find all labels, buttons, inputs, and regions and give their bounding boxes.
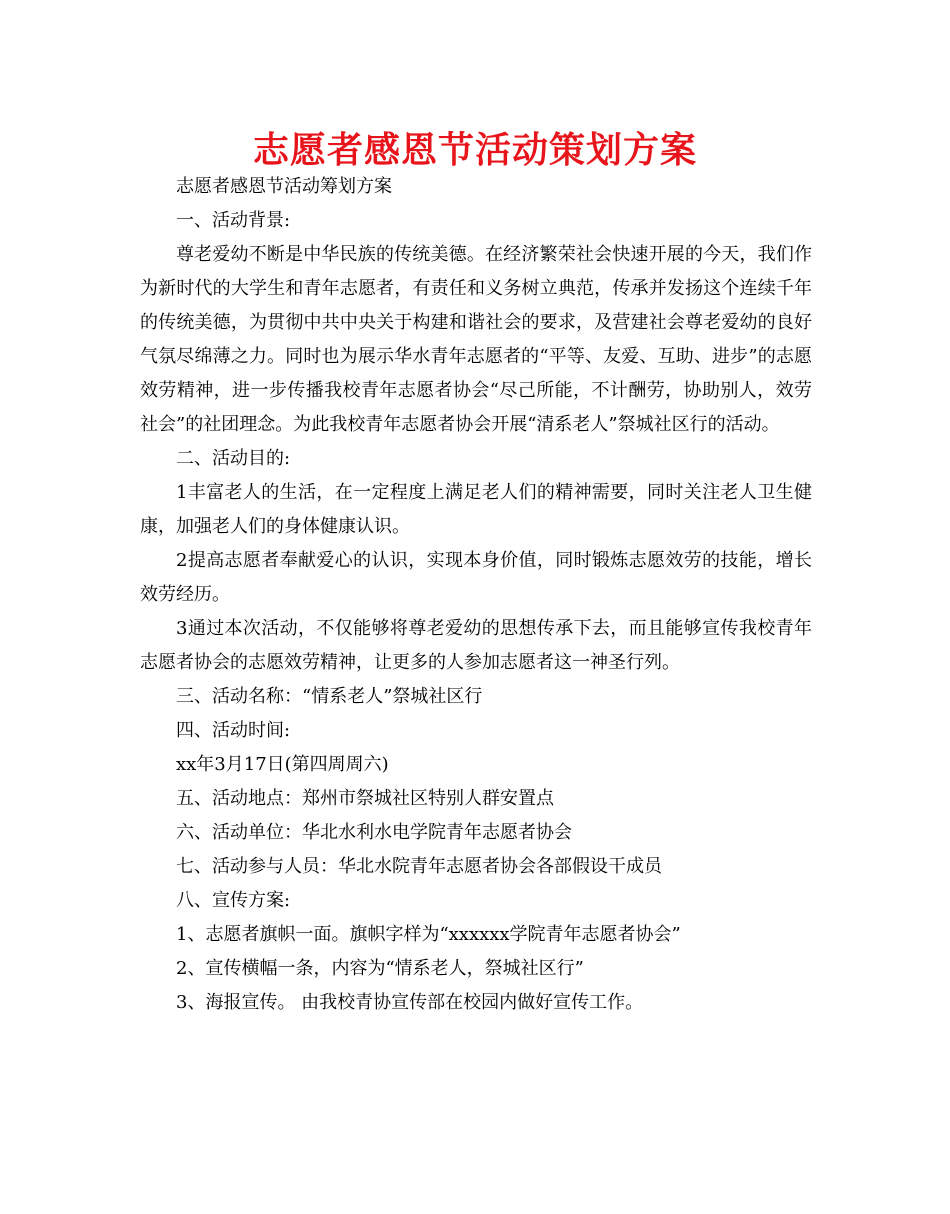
heading-publicity-plan: 八、宣传方案: [176,890,291,911]
paragraph-background: 尊老爱幼不断是中华民族的传统美德。在经济繁荣社会快速开展的今天，我们作为新时代的大学生和青年志愿者，有责任和义务树立典范，传承并发扬这个连续千年的传统美德，为贯彻中共中央关于构建和谐社会的要求，及营建社会尊老爱幼的良好气氛尽绵薄之力。同时也为展示华水青年志愿者的“平等、友爱、互助、进步”的志愿效劳精神，进一步传播我校青年志愿者协会“尽己所能，不计酬劳，协助别人，效劳社会”的社团理念。为此我校青年志愿者协会开展“清系老人”祭城社区行的活动。 [140,244,812,435]
paragraph-subtitle: 志愿者感恩节活动筹划方案 [176,176,392,197]
paragraph-activity-name: 三、活动名称：“情系老人”祭城社区行 [176,686,483,707]
paragraph-activity-location: 五、活动地点：郑州市祭城社区特别人群安置点 [176,788,554,809]
paragraph-publicity-1: 1、志愿者旗帜一面。旗帜字样为“xxxxxx学院青年志愿者协会” [176,924,681,945]
document-body [140,170,812,1020]
paragraph-purpose-2: 2提高志愿者奉献爱心的认识，实现本身价值，同时锻炼志愿效劳的技能，增长效劳经历。 [140,550,812,605]
paragraph-purpose-3: 3通过本次活动，不仅能够将尊老爱幼的思想传承下去，而且能够宣传我校青年志愿者协会的志愿效劳精神，让更多的人参加志愿者这一神圣行列。 [140,618,812,673]
heading-activity-time: 四、活动时间: [176,720,291,741]
heading-purpose: 二、活动目的: [176,448,291,469]
paragraph-publicity-3: 3、海报宣传。 由我校青协宣传部在校园内做好宣传工作。 [176,992,644,1013]
paragraph-publicity-2: 2、宣传横幅一条，内容为“情系老人，祭城社区行” [176,958,584,979]
heading-background: 一、活动背景: [176,210,291,231]
paragraph-participants: 七、活动参与人员：华北水院青年志愿者协会各部假设干成员 [176,856,662,877]
document-title: 志愿者感恩节活动策划方案 [252,130,697,171]
paragraph-activity-unit: 六、活动单位：华北水利水电学院青年志愿者协会 [176,822,572,843]
paragraph-activity-date: xx年3月17日(第四周周六) [176,754,389,775]
paragraph-purpose-1: 1丰富老人的生活，在一定程度上满足老人们的精神需要，同时关注老人卫生健康，加强老人们的身体健康认识。 [140,482,812,537]
